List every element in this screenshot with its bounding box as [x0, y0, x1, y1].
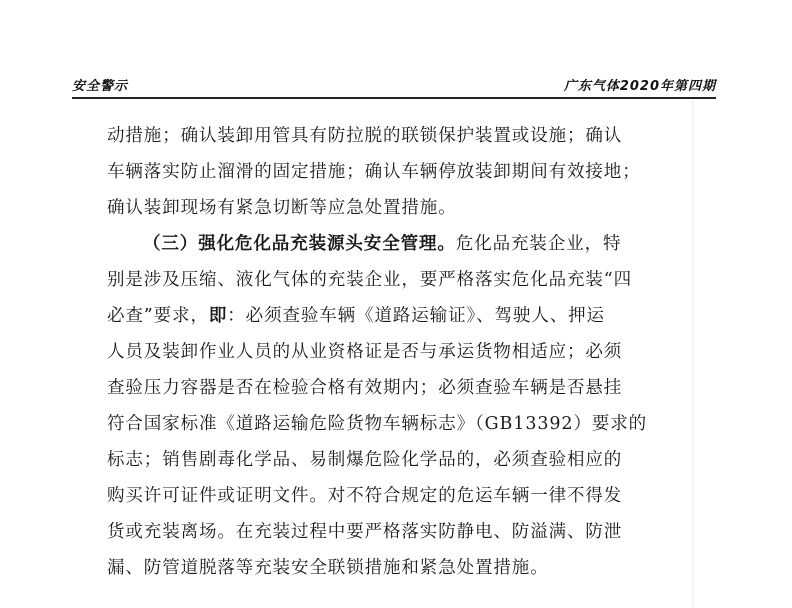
text-line: 查验压力容器是否在检验合格有效期内；必须查验车辆是否悬挂	[107, 378, 623, 398]
text-line	[107, 298, 687, 334]
body-text	[107, 118, 687, 586]
paragraph-start-line	[107, 226, 687, 262]
text-line: 动措施；确认装卸用管具有防拉脱的联锁保护装置或设施；确认	[107, 126, 623, 146]
text-line: 购买许可证件或证明文件。对不符合规定的危运车辆一律不得发	[107, 486, 623, 506]
scan-artifact	[300, 379, 310, 386]
section-heading: （三）强化危化品充装源头安全管理。	[143, 234, 456, 254]
text-span: 必查”要求，	[107, 306, 209, 326]
bold-span: 即	[208, 306, 228, 326]
text-line: 货或充装离场。在充装过程中要严格落实防静电、防溢满、防泄	[107, 522, 623, 542]
header-divider	[72, 97, 716, 99]
text-line: 符合国家标准《道路运输危险货物车辆标志》（GB13392）要求的	[107, 414, 648, 434]
text-line: 车辆落实防止溜滑的固定措施；确认车辆停放装卸期间有效接地；	[107, 162, 641, 182]
text-line: 人员及装卸作业人员的从业资格证是否与承运货物相适应；必须	[107, 342, 623, 362]
text-line: 确认装卸现场有紧急切断等应急处置措施。	[107, 198, 457, 218]
text-span: ：必须查验车辆《道路运输证》、驾驶人、押运	[227, 306, 605, 326]
text-line: 漏、防管道脱落等充装安全联锁措施和紧急处置措施。	[107, 558, 549, 578]
page-edge-shadow	[692, 100, 694, 608]
header-publication-issue: 广东气体2020年第四期	[563, 79, 716, 94]
text-line: 别是涉及压缩、液化气体的充装企业，要严格落实危化品充装“四	[107, 270, 633, 290]
header-section-title: 安全警示	[72, 79, 129, 94]
text-span: 危化品充装企业，特	[455, 234, 622, 254]
text-line: 标志；销售剧毒化学品、易制爆危险化学品的，必须查验相应的	[107, 450, 623, 470]
running-header	[72, 75, 716, 95]
